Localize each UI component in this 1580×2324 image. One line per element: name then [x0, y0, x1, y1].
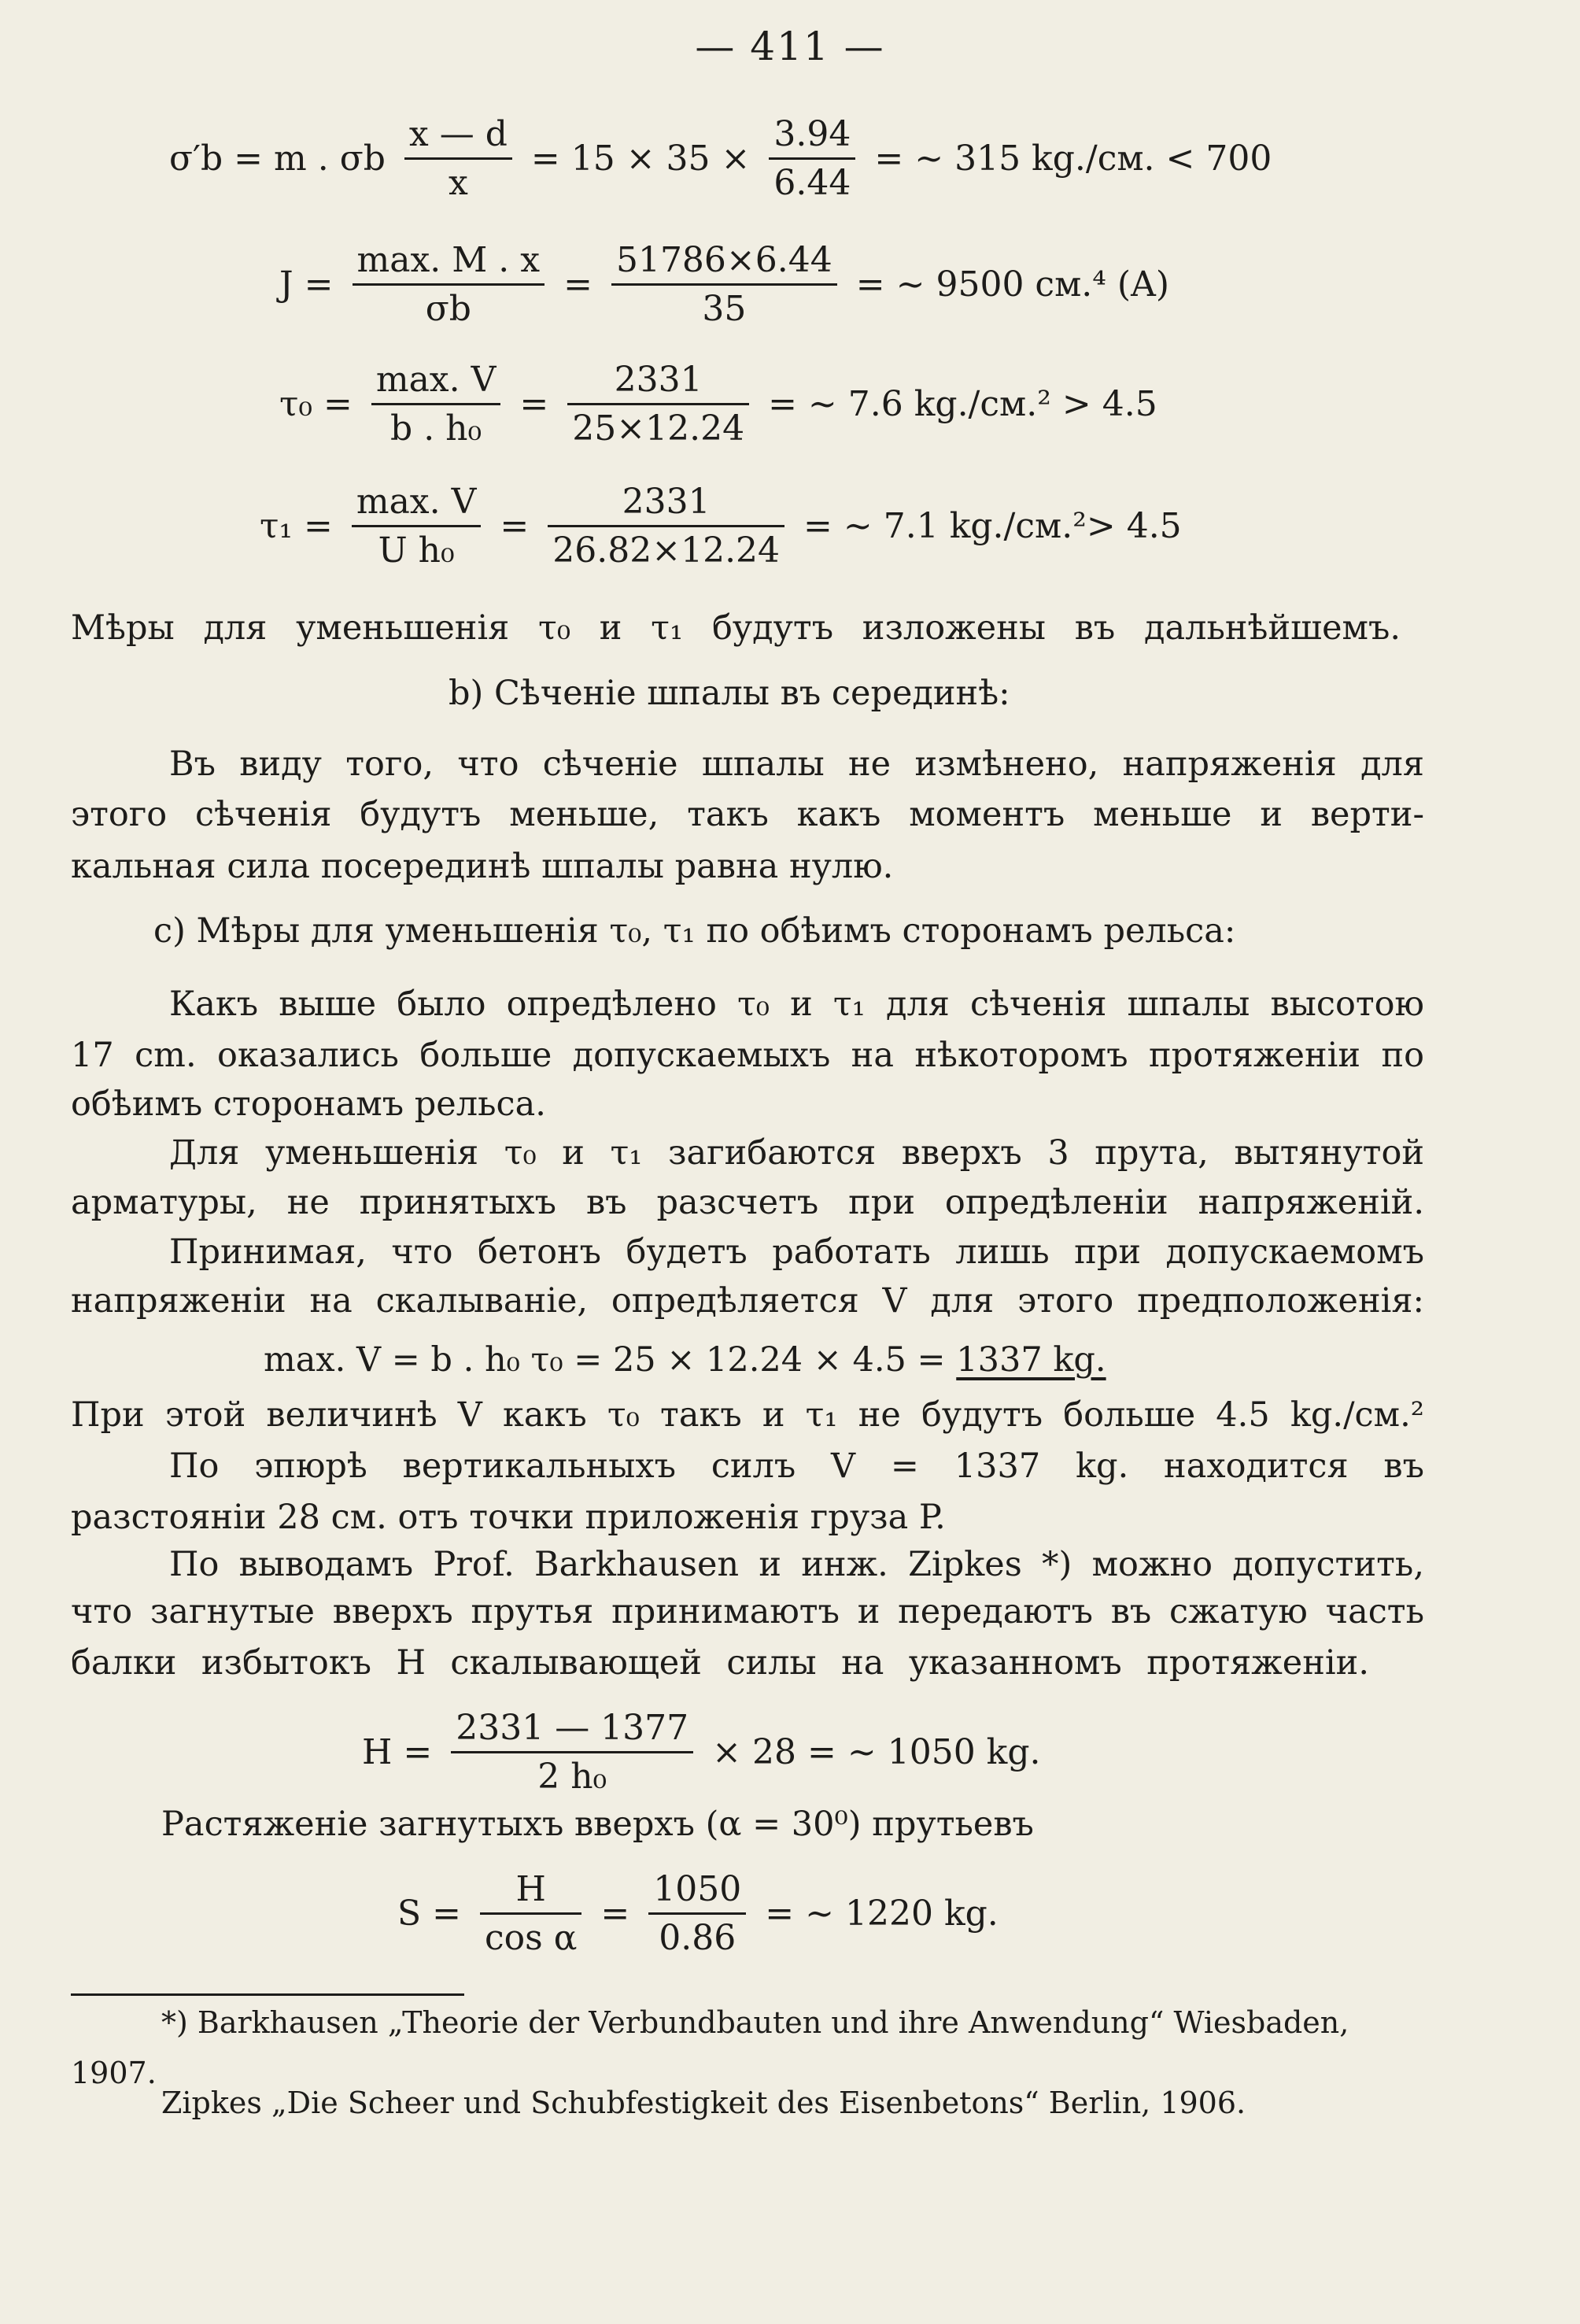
fraction-denominator: U h₀	[378, 530, 455, 571]
equation-middle: =	[519, 384, 549, 424]
fraction	[404, 114, 512, 203]
equation-lhs: S =	[397, 1894, 461, 1934]
fraction-denominator: 35	[702, 289, 747, 329]
section-heading: b) Сѣченіе шпалы въ серединѣ:	[449, 674, 1010, 713]
fraction-denominator: σb	[425, 289, 471, 329]
footnote-barkhausen: *) Barkhausen „Theorie der Verbundbauten und ihre Anwendung“ Wiesbaden,	[161, 2005, 1349, 2040]
text-line: балки избытокъ H скалывающей силы на указанномъ протяженіи.	[71, 1643, 1369, 1683]
fraction-numerator: max. V	[352, 482, 482, 527]
fraction	[567, 360, 749, 449]
equation-result: 1337 kg.	[956, 1340, 1106, 1380]
equation-S	[397, 1869, 999, 1958]
fraction	[353, 240, 545, 329]
text-line: Какъ выше было опредѣлено τ₀ и τ₁ для сѣченія шпалы высотою	[169, 985, 1424, 1024]
fraction-denominator: 2 h₀	[537, 1757, 607, 1797]
inline-equation-max-V	[264, 1342, 1106, 1379]
fraction-denominator: b . h₀	[390, 408, 482, 449]
equation-lhs: H =	[362, 1732, 433, 1772]
text-line: Мѣры для уменьшенія τ₀ и τ₁ будутъ изложены въ дальнѣйшемъ.	[71, 608, 1401, 648]
fraction-numerator: 1050	[648, 1869, 746, 1915]
footnote-barkhausen-year: 1907.	[71, 2056, 157, 2090]
page-number: — 411 —	[695, 24, 885, 69]
equation-lhs: τ₁ =	[260, 506, 333, 546]
equation-tau1	[260, 482, 1182, 571]
equation-tau0	[279, 360, 1157, 449]
fraction	[611, 240, 837, 329]
section-heading: c) Мѣры для уменьшенія τ₀, τ₁ по обѣимъ сторонамъ рельса:	[153, 911, 1236, 951]
equation-middle: =	[563, 264, 592, 305]
text-line: По эпюрѣ вертикальныхъ силъ V = 1337 kg. находится въ	[169, 1446, 1424, 1486]
text-line: кальная сила посерединѣ шпалы равна нулю.	[71, 847, 894, 886]
fraction-denominator: 6.44	[773, 163, 851, 203]
equation-sigma-b-prime	[169, 114, 1272, 203]
fraction	[352, 482, 482, 571]
text-line: напряженіи на скалываніе, опредѣляется V для этого предположенія:	[71, 1281, 1424, 1321]
fraction-denominator: 25×12.24	[572, 408, 745, 449]
fraction-numerator: 3.94	[769, 114, 855, 160]
equation-lhs: J =	[279, 264, 334, 305]
equation-rhs: = ∼ 7.6 kg./cм.² > 4.5	[768, 384, 1157, 424]
fraction-numerator: 2331 — 1377	[451, 1708, 693, 1753]
fraction-denominator: x	[448, 163, 468, 203]
equation-middle: =	[500, 506, 530, 546]
equation-J	[279, 240, 1169, 329]
text-line: Принимая, что бетонъ будетъ работать лишь при допускаемомъ	[169, 1232, 1424, 1272]
text-line: При этой величинѣ V какъ τ₀ такъ и τ₁ не будутъ больше 4.5 kg./cм.²	[71, 1395, 1424, 1435]
equation-text: max. V = b . h₀ τ₀ = 25 × 12.24 × 4.5 =	[264, 1340, 957, 1380]
fraction-numerator: 2331	[548, 482, 784, 527]
equation-H	[362, 1708, 1040, 1797]
equation-lhs: σ′b = m . σb	[169, 139, 386, 179]
text-line: арматуры, не принятыхъ въ разсчетъ при опредѣленіи напряженій.	[71, 1183, 1424, 1222]
text-line: 17 cm. оказались больше допускаемыхъ на нѣкоторомъ протяженіи по	[71, 1036, 1424, 1075]
fraction-numerator: 2331	[567, 360, 749, 405]
fraction	[548, 482, 784, 571]
fraction-denominator: 26.82×12.24	[552, 530, 781, 571]
text-line: обѣимъ сторонамъ рельса.	[71, 1084, 546, 1124]
fraction	[371, 360, 501, 449]
fraction-numerator: x — d	[404, 114, 512, 160]
fraction-numerator: 51786×6.44	[611, 240, 837, 286]
fraction	[480, 1869, 581, 1958]
fraction	[769, 114, 855, 203]
equation-rhs: = ∼ 7.1 kg./cм.²> 4.5	[803, 506, 1182, 546]
equation-lhs: τ₀ =	[279, 384, 353, 424]
equation-middle: =	[600, 1894, 630, 1934]
fraction	[451, 1708, 693, 1797]
text-line: этого сѣченія будутъ меньше, такъ какъ моментъ меньше и верти-	[71, 795, 1424, 834]
fraction-denominator: cos α	[485, 1918, 578, 1958]
fraction-numerator: H	[480, 1869, 581, 1915]
footnote-rule	[71, 1993, 464, 1996]
fraction-denominator: 0.86	[659, 1918, 736, 1958]
equation-rhs: = ∼ 1220 kg.	[765, 1894, 999, 1934]
fraction-numerator: max. V	[371, 360, 501, 405]
text-line: Въ виду того, что сѣченіе шпалы не измѣнено, напряженія для	[169, 744, 1424, 784]
fraction	[648, 1869, 746, 1958]
footnote-zipkes: Zipkes „Die Scheer und Schubfestigkeit des Eisenbetons“ Berlin, 1906.	[161, 2086, 1246, 2120]
text-line: Для уменьшенія τ₀ и τ₁ загибаются вверхъ 3 прута, вытянутой	[169, 1133, 1424, 1173]
equation-rhs: × 28 = ∼ 1050 kg.	[712, 1732, 1041, 1772]
equation-rhs: = ∼ 9500 cм.⁴ (A)	[855, 264, 1170, 305]
equation-middle: = 15 × 35 ×	[530, 139, 751, 179]
text-line: что загнутые вверхъ прутья принимаютъ и передаютъ въ сжатую часть	[71, 1592, 1424, 1631]
text-line: По выводамъ Prof. Barkhausen и инж. Zipkes *) можно допустить,	[169, 1545, 1424, 1584]
equation-rhs: = ∼ 315 kg./cм. < 700	[874, 139, 1272, 179]
text-line: Растяженіе загнутыхъ вверхъ (α = 30⁰) прутьевъ	[161, 1805, 1034, 1844]
text-line: разстояніи 28 см. отъ точки приложенія груза P.	[71, 1498, 946, 1537]
fraction-numerator: max. M . x	[353, 240, 545, 286]
